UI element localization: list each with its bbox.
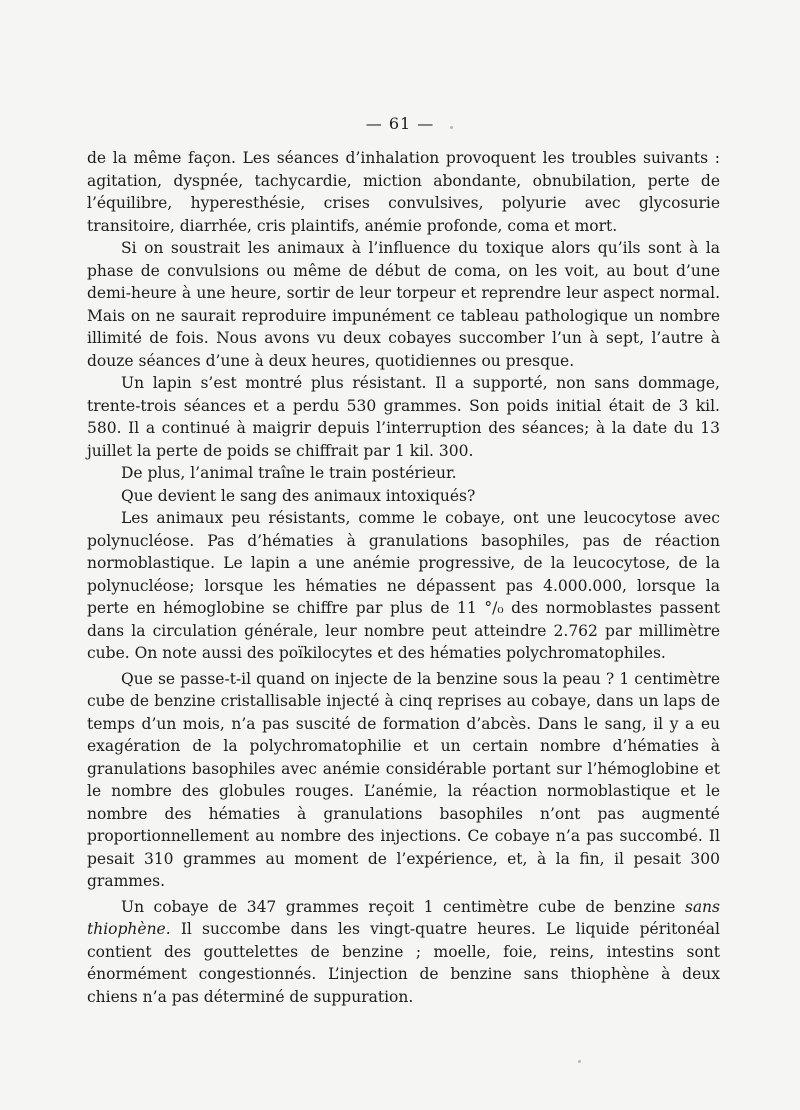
- paper-speck: [578, 1060, 581, 1063]
- paragraph-inhalation-symptoms: de la même façon. Les séances d’inhalation provoquent les troubles suivants : agitation, dyspnée, tachycardie, miction abondante, obnubilation, perte de l’équilibre, hyperesthésie, crises convulsives, polyurie avec glycosurie transitoire, diarrhée, cris plaintifs, anémie profonde, coma et mort.: [87, 149, 720, 235]
- paragraph-thiophene-free: [87, 896, 720, 1009]
- body-text: [87, 147, 720, 1008]
- paragraph-subcutaneous-injection: Que se passe-t-il quand on injecte de la benzine sous la peau ? 1 centimètre cube de benzine cristallisable injecté à cinq reprises au cobaye, dans un laps de temps d’un mois, n’a pas suscité de formation d’abcès. Dans le sang, il y a eu exagération de la polychromatophilie et un certain nombre d’hématies à granulations basophiles avec anémie considérable portant sur l’hémoglobine et le nombre des globules rouges. L’anémie, la réaction normoblastique et le nombre des hématies à granulations basophiles n’ont pas augmenté proportionnellement au nombre des injections. Ce cobaye n’a pas succombé. Il pesait 310 grammes au moment de l’expérience, et, à la fin, il pesait 300 grammes.: [87, 669, 720, 890]
- paragraph-rabbit-resistance: Un lapin s’est montré plus résistant. Il a supporté, non sans dommage, trente-trois séances et a perdu 530 grammes. Son poids initial était de 3 kil. 580. Il a continué à maigrir depuis l’interruption des séances; à la date du 13 juillet la perte de poids se chiffrait par 1 kil. 300.: [87, 374, 720, 460]
- paragraph-recovery: Si on soustrait les animaux à l’influence du toxique alors qu’ils sont à la phase de convulsions ou même de début de coma, on les voit, au bout d’une demi-heure à une heure, sortir de leur torpeur et reprendre leur aspect normal. Mais on ne saurait reproduire impunément ce tableau pathologique un nombre illimité de fois. Nous avons vu deux cobayes succomber l’un à sept, l’autre à douze séances d’une à deux heures, quotidiennes ou presque.: [87, 239, 720, 370]
- thiophene-text-end: Il succombe dans les vingt-quatre heures. Le liquide péritonéal contient des gouttelettes de benzine ; moelle, foie, reins, intestins sont énormément congestionnés. L’injection de benzine sans thiophène à deux chiens n’a pas déterminé de suppuration.: [87, 920, 720, 1006]
- paper-speck: [450, 126, 453, 129]
- paragraph-hind-limbs: De plus, l’animal traîne le train postérieur.: [121, 464, 457, 482]
- page-number: — 61 —: [365, 114, 435, 133]
- thiophene-text-start: Un cobaye de 347 grammes reçoit 1 centimètre cube de benzine: [121, 897, 685, 916]
- paragraph-blood-findings: Les animaux peu résistants, comme le cobaye, ont une leucocytose avec polynucléose. Pas d’hématies à granulations basophiles, pas de réaction normoblastique. Le lapin a une anémie progressive, de la leucocytose, de la polynucléose; lorsque les hématies ne dépassent pas 4.000.000, lorsque la perte en hémoglobine se chiffre par plus de 11 °/₀ des normoblastes passent dans la circulation générale, leur nombre peut atteindre 2.762 par millimètre cube. On note aussi des poïkilocytes et des hématies polychromatophiles.: [87, 509, 720, 662]
- thiophene-italic-term: sans thiophène.: [87, 897, 720, 938]
- paragraph-blood-question: Que devient le sang des animaux intoxiqués?: [121, 486, 476, 505]
